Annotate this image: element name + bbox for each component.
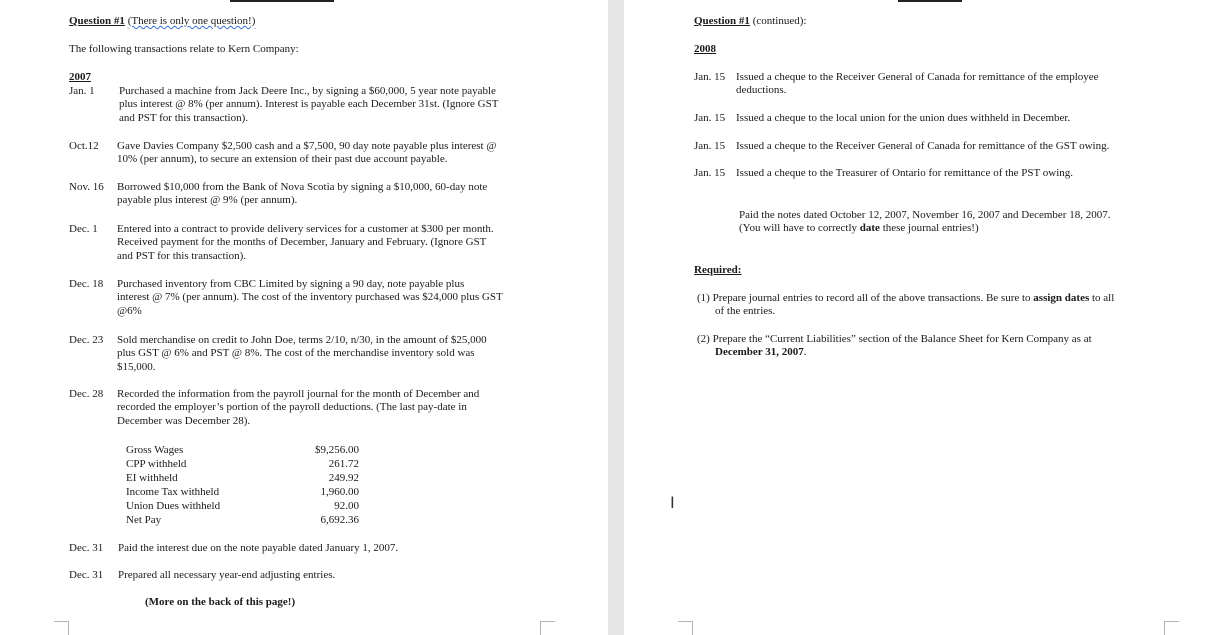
transaction-text: Issued a cheque to the Receiver General of Canada for remittance of the employee deductions.	[736, 71, 1099, 97]
more-on-back-note: (More on the back of this page!)	[145, 596, 296, 608]
transaction-text: Issued a cheque to the Treasurer of Ontario for remittance of the PST owing.	[736, 167, 1074, 179]
transaction-text: Recorded the information from the payroll journal for the month of December and recorded the employer’s portion of the payroll deductions. (The last pay-date in December was December 28).	[117, 388, 480, 427]
requirement-2: (2) Prepare the “Current Liabilities” section of the Balance Sheet for Kern Company as at December 31, 2007.	[697, 333, 1092, 359]
question-heading-continued	[694, 15, 806, 28]
page-corner-mark	[678, 621, 693, 635]
payroll-amount: 6,692.36	[320, 514, 359, 526]
payroll-amount: 249.92	[328, 472, 359, 484]
transaction-date: Jan. 15	[694, 140, 726, 152]
transaction-date: Jan. 15	[694, 167, 726, 179]
transaction-text: Entered into a contract to provide delivery services for a customer at $300 per month. Received payment for the months of December, January and February. (Ignore GST and PST for this transaction).	[117, 223, 494, 262]
question-heading-label: Question #1	[69, 15, 125, 27]
transaction-date: Dec. 18	[69, 278, 104, 290]
requirement-1: (1) Prepare journal entries to record all of the above transactions. Be sure to assign dates to all of the entries.	[697, 292, 1115, 318]
question-heading-note: (continued):	[752, 15, 807, 27]
year-heading-2008: 2008	[694, 43, 716, 55]
document-page-left	[0, 0, 608, 635]
transaction-text: Purchased a machine from Jack Deere Inc., by signing a $60,000, 5 year note payable plus interest @ 8% (per annum). Interest is payable each December 31st. (Ignore GST and PST for this transaction).	[119, 85, 499, 124]
page-top-rule	[898, 0, 962, 2]
transaction-text: Borrowed $10,000 from the Bank of Nova Scotia by signing a $10,000, 60-day note payable plus interest @ 9% (per annum).	[117, 181, 488, 207]
transaction-text: Issued a cheque to the Receiver General of Canada for remittance of the GST owing.	[736, 140, 1110, 152]
question-heading-note: (There is only one question!)	[127, 15, 256, 27]
intro-text: The following transactions relate to Kern Company:	[69, 43, 299, 55]
transaction-date: Dec. 31	[69, 569, 104, 581]
transaction-date: Nov. 16	[69, 181, 104, 193]
transaction-date: Dec. 28	[69, 388, 104, 400]
payroll-amount: $9,256.00	[315, 444, 359, 456]
transaction-text: Gave Davies Company $2,500 cash and a $7,500, 90 day note payable plus interest @ 10% (per annum), to secure an extension of their past due account payable.	[117, 140, 497, 166]
page-corner-mark	[54, 621, 69, 635]
transaction-date: Jan. 1	[69, 85, 95, 97]
payroll-label: CPP withheld	[126, 458, 187, 470]
transaction-date: Dec. 31	[69, 542, 104, 554]
payroll-label: Net Pay	[126, 514, 162, 526]
question-heading-label: Question #1	[694, 15, 750, 27]
required-heading: Required:	[694, 264, 742, 276]
transaction-text: Sold merchandise on credit to John Doe, terms 2/10, n/30, in the amount of $25,000 plus GST @ 6% and PST @ 8%. The cost of the merchandise inventory sold was $15,000.	[117, 334, 487, 373]
transaction-date: Jan. 15	[694, 112, 726, 124]
payroll-amount: 1,960.00	[320, 486, 359, 498]
transaction-text: Prepared all necessary year-end adjusting entries.	[118, 569, 336, 581]
payroll-label: Union Dues withheld	[126, 500, 221, 512]
payroll-label: EI withheld	[126, 472, 178, 484]
year-heading-2007: 2007	[69, 71, 91, 83]
payroll-label: Gross Wages	[126, 444, 184, 456]
transaction-text: Purchased inventory from CBC Limited by signing a 90 day, note payable plus interest @ 7% (per annum). The cost of the inventory purchased was $24,000 plus GST @6%	[117, 278, 503, 317]
page-corner-mark	[1164, 621, 1179, 635]
transaction-date: Jan. 15	[694, 71, 726, 83]
document-page-right	[624, 0, 1232, 635]
transaction-text: Issued a cheque to the local union for the union dues withheld in December.	[736, 112, 1071, 124]
payroll-amount: 261.72	[328, 458, 359, 470]
payroll-amount: 92.00	[334, 500, 359, 512]
transaction-date: Dec. 23	[69, 334, 104, 346]
payroll-label: Income Tax withheld	[126, 486, 220, 498]
page-top-rule	[230, 0, 334, 2]
text-cursor-icon: I	[670, 493, 675, 512]
page-corner-mark	[540, 621, 555, 635]
transaction-date: Dec. 1	[69, 223, 98, 235]
transaction-text: Paid the interest due on the note payable dated January 1, 2007.	[118, 542, 399, 554]
notes-paid-text: Paid the notes dated October 12, 2007, November 16, 2007 and December 18, 2007. (You will have to correctly date these journal entries!)	[739, 209, 1111, 235]
transaction-date: Oct.12	[69, 140, 99, 152]
question-heading	[69, 15, 255, 28]
